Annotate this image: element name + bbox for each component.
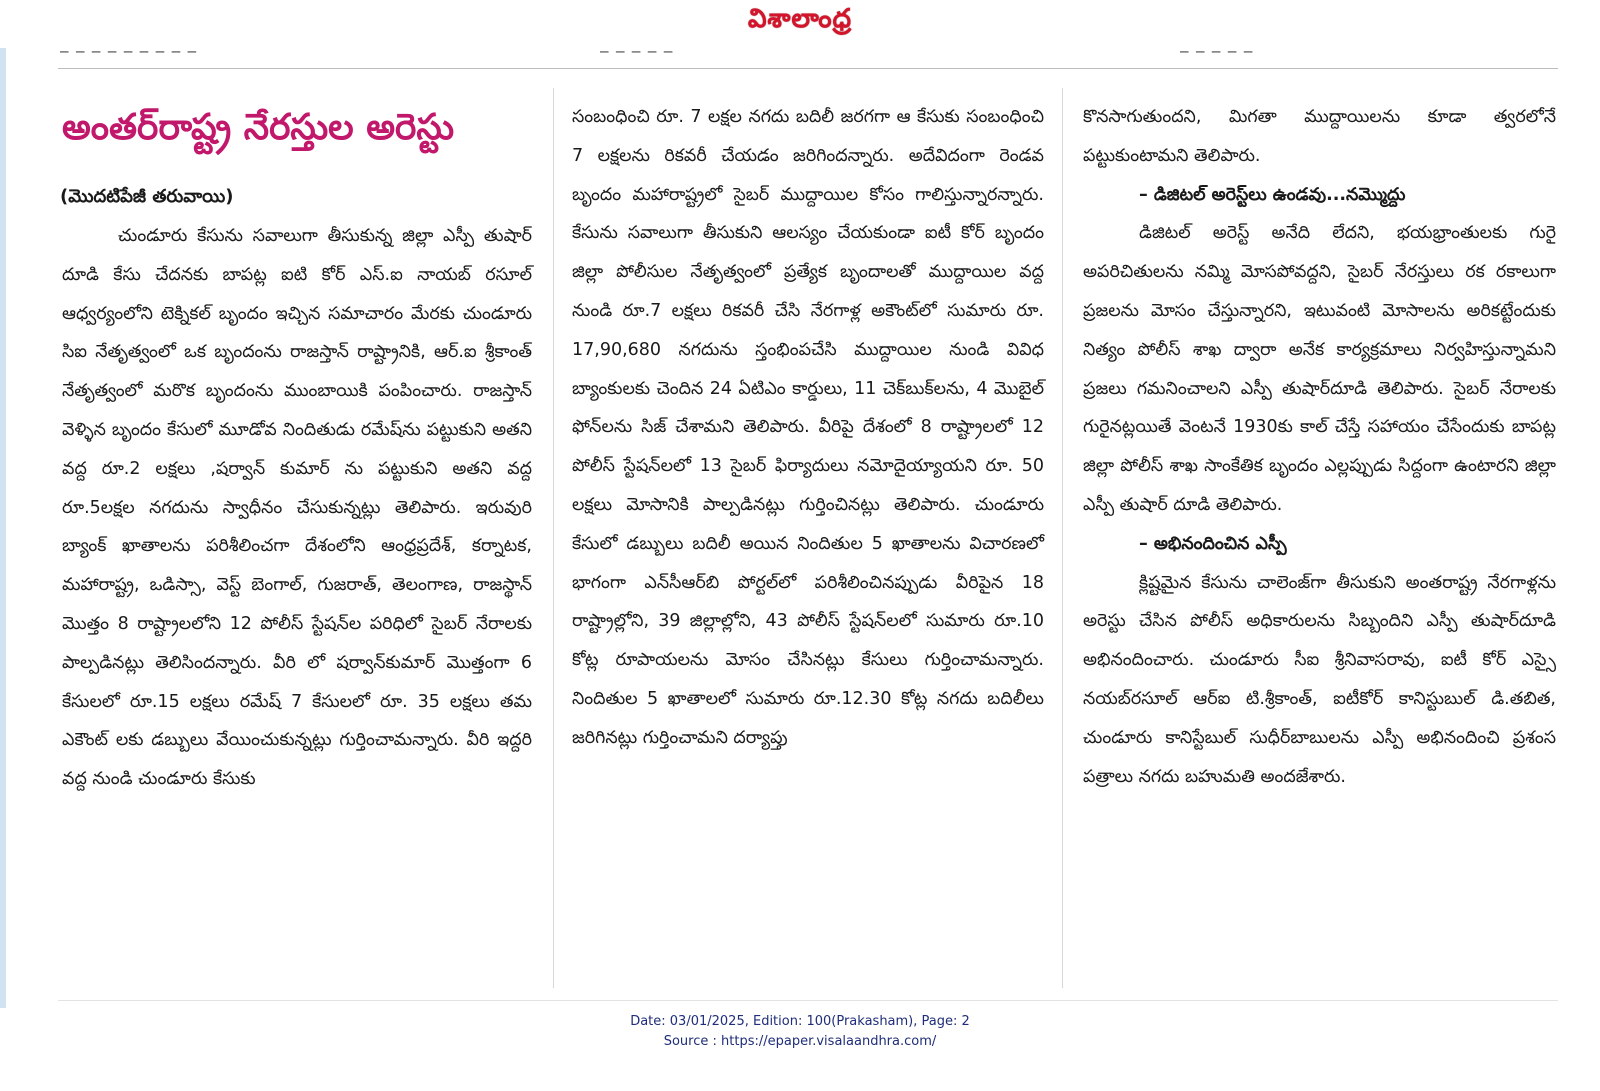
continuation-kicker: (మొదటిపేజీ తరువాయి) xyxy=(60,186,234,207)
masthead xyxy=(0,0,1600,40)
column-3-paragraph-3: క్లిష్టమైన కేసును చాలెంజ్‌గా తీసుకుని అంతరాష్ట్ర నేరగాళ్లను అరెస్టు చేసిన పోలీస్‌ అధికారులను సిబ్బందిని ఎస్పీ తుషార్‌దూడి అభినందించారు. చుండూరు సీఐ శ్రీనివాసరావు, ఐటీ కోర్‌ ఎస్సై నయబ్‌రసూల్‌ ఆర్‌ఐ టి.శ్రీకాంత్‌, ఐటీకోర్‌ కానిస్టుబుల్‌ డి.తబిత, చుండూరు కానిస్టేబుల్‌ సుధీర్‌బాబులను ఎస్పీ అభినందించి ప్రశంస పత్రాలు నగదు బహుమతి అందజేశారు. xyxy=(1083,572,1556,787)
subheading-digital-arrests: – డిజిటల్‌ అరెస్ట్‌లు ఉండవు...నమ్మొద్దు xyxy=(1139,184,1406,205)
page-footer xyxy=(0,1012,1600,1052)
cropped-top-text-fragment: ▁ ▁ ▁ ▁ ▁ ▁ ▁ ▁ ▁ xyxy=(60,40,199,53)
column-3-paragraph-1: కొనసాగుతుందని, మిగతా ముద్దాయిలను కూడా త్వరలోనే పట్టుకుంటామని తెలిపారు. xyxy=(1083,107,1556,166)
footer-date-edition: Date: 03/01/2025, Edition: 100(Prakasham), Page: 2 xyxy=(630,1014,970,1029)
footer-source: Source : https://epaper.visalaandhra.com/ xyxy=(663,1034,937,1049)
article-column-2 xyxy=(572,98,1044,758)
bottom-divider xyxy=(58,1000,1558,1001)
column-1-paragraph: చుండూరు కేసును సవాలుగా తీసుకున్న జిల్లా ఎస్పీ తుషార్‌ దూడి కేసు చేదనకు బాపట్ల ఐటి కోర్‌ ఎస్‌.ఐ నాయబ్‌ రసూల్‌ ఆధ్వర్యంలోని టెక్నికల్‌ బృందం ఇచ్చిన సమాచారం మేరకు చుండూరు సిఐ నేతృత్వంలో ఒక బృందంను రాజస్తాన్‌ రాష్ట్రానికి, ఆర్‌.ఐ శ్రీకాంత్‌ నేతృత్వంలో మరొక బృందంను ముంబాయికి పంపించారు. రాజస్తాన్‌ వెళ్ళిన బృందం కేసులో మూడోవ నిందితుడు రమేష్‌ను పట్టుకుని అతని వద్ద రూ.2 లక్షలు ,షర్వాన్‌ కుమార్‌ ను పట్టుకుని అతని వద్ద రూ.5లక్షల నగదును స్వాధీనం చేసుకున్నట్లు తెలిపారు. ఇరువురి బ్యాంక్‌ ఖాతాలను పరిశీలించగా దేశంలోని ఆంధ్రప్రదేశ్‌, కర్నాటక, మహారాష్ట్ర, ఒడిస్సా, వెస్ట్‌ బెంగాల్‌, గుజరాత్‌, తెలంగాణ, రాజస్థాన్‌ మొత్తం 8 రాష్ట్రాలలోని 12 పోలీస్‌ స్టేషన్‌ల పరిధిలో సైబర్‌ నేరాలకు పాల్పడినట్లు తెలిసిందన్నారు. వీరి లో షర్వాన్‌కుమార్‌ మొత్తంగా 6 కేసులలో రూ.15 లక్షలు రమేష్‌ 7 కేసులలో రూ. 35 లక్షలు తమ ఎకౌంట్‌ లకు డబ్బులు వేయించుకున్నట్లు గుర్తించామన్నారు. వీరి ఇద్దరి వద్ద నుండి చుండూరు కేసుకు xyxy=(62,226,532,790)
article-headline: అంతర్‌రాష్ట్ర నేరస్తుల అరెస్టు xyxy=(62,107,455,148)
column-divider xyxy=(553,88,554,988)
column-divider xyxy=(1062,88,1063,988)
left-margin-rule xyxy=(0,48,6,1008)
article-column-1 xyxy=(62,217,532,799)
top-divider xyxy=(58,68,1558,69)
article-column-3 xyxy=(1083,98,1556,796)
cropped-top-text-fragment: ▁ ▁ ▁ ▁ ▁ xyxy=(600,40,675,53)
column-3-paragraph-2: డిజిటల్‌ అరెస్ట్‌ అనేది లేదని, భయభ్రాంతులకు గురై అపరిచితులను నమ్మి మోసపోవద్దని, సైబర్‌ నేరస్తులు రక రకాలుగా ప్రజలను మోసం చేస్తున్నారని, ఇటువంటి మోసాలను అరికట్టేందుకు నిత్యం పోలీస్‌ శాఖ ద్వారా అనేక కార్యక్రమాలు నిర్వహిస్తున్నామని ప్రజలు గమనించాలని ఎస్పీ తుషార్‌దూడి తెలిపారు. సైబర్‌ నేరాలకు గురైనట్లయితే వెంటనే 1930కు కాల్‌ చేస్తే సహాయం చేసేందుకు బాపట్ల జిల్లా పోలీస్‌ శాఖ సాంకేతిక బృందం ఎల్లప్పుడు సిద్దంగా ఉంటారని జిల్లా ఎస్పీ తుషార్‌ దూడి తెలిపారు. xyxy=(1083,223,1556,515)
column-2-paragraph: సంబంధించి రూ. 7 లక్షల నగదు బదిలీ జరగగా ఆ కేసుకు సంబంధించి 7 లక్షలను రికవరీ చేయడం జరిగిందన్నారు. అదేవిదంగా రెండవ బృందం మహారాష్ట్రలో సైబర్‌ ముద్దాయిల కోసం గాలిస్తున్నారన్నారు. కేసును సవాలుగా తీసుకుని ఆలస్యం చేయకుండా ఐటీ కోర్‌ బృందం జిల్లా పోలీసుల నేతృత్వంలో ప్రత్యేక బృందాలతో ముద్దాయిల వద్ద నుండి రూ.7 లక్షలు రికవరీ చేసి నేరగాళ్ల అకౌంట్‌లో సుమారు రూ. 17,90,680 నగదును స్తంభింపచేసి ముద్దాయిల నుండి వివిధ బ్యాంకులకు చెందిన 24 ఏటిఎం కార్డులు, 11 చెక్‌బుక్‌లను, 4 మొబైల్‌ ఫోన్‌లను సిజ్‌ చేశామని తెలిపారు. వీరిపై దేశంలో 8 రాష్ట్రాలలో 12 పోలీస్‌ స్టేషన్‌లలో 13 సైబర్‌ ఫిర్యాదులు నమోదైయ్యాయని రూ. 50 లక్షలు మోసానికి పాల్పడినట్లు గుర్తించినట్లు తెలిపారు. చుండూరు కేసులో డబ్బులు బదిలీ అయిన నిందితుల 5 ఖాతాలను విచారణలో భాగంగా ఎన్‌సీఆర్‌బి పోర్టల్‌లో పరిశీలించినప్పుడు వీరిపైన 18 రాష్ట్రాల్లోని, 39 జిల్లాల్లోని, 43 పోలీస్‌ స్టేషన్‌లలో సుమారు రూ.10 కోట్ల రూపాయలను మోసం చేసినట్లు కేసులు గుర్తించామన్నారు. నిందితుల 5 ఖాతాలలో సుమారు రూ.12.30 కోట్ల నగదు బదిలీలు జరిగినట్లు గుర్తించామని దర్యాప్తు xyxy=(572,107,1044,748)
cropped-top-text-fragment: ▁ ▁ ▁ ▁ ▁ xyxy=(1180,40,1255,53)
subheading-sp-congratulates: – అభినందించిన ఎస్పీ xyxy=(1139,533,1287,554)
newspaper-logo: విశాలాంధ్ర xyxy=(748,4,852,34)
